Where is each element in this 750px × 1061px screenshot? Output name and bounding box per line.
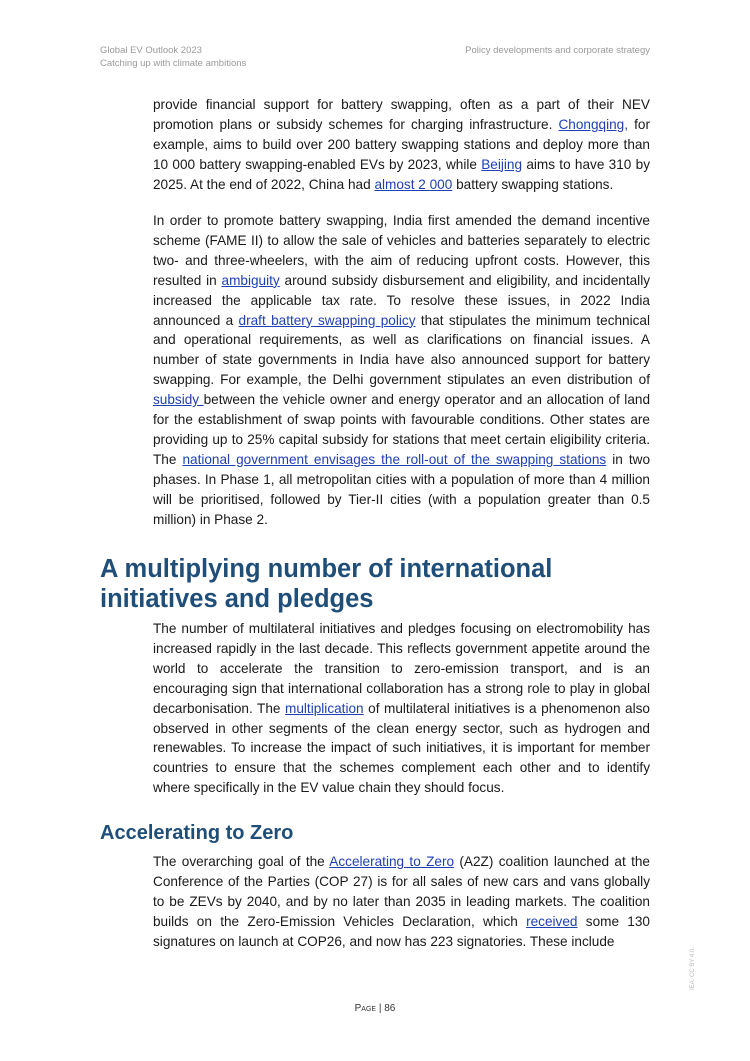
text: in two phases. In Phase 1, all metropolitan cities with a population of more than 4 million will be prioritised, followed by Tier-II cities (with a population greater than 0.5 million) in Phase 2. xyxy=(153,451,650,527)
link-accelerating-to-zero[interactable]: Accelerating to Zero xyxy=(329,854,455,869)
report-title: Global EV Outlook 2023 xyxy=(100,45,202,56)
paragraph-china-swapping xyxy=(153,95,650,195)
text: between the vehicle owner and energy operator and an allocation of land for the establishment of swap points with favourable conditions. Other states are providing up to 25% capital subsidy for stations that meet certain eligibility criteria. The xyxy=(153,392,650,467)
page-number: 86 xyxy=(384,1003,396,1014)
paragraph-india-swapping xyxy=(153,211,650,530)
paragraph-multilateral-initiatives xyxy=(153,619,650,798)
link-received[interactable]: received xyxy=(526,913,578,929)
text: that stipulates the minimum technical and operational requirements, as well as clarifications on financial issues. A number of state governments in India have also announced support for battery swapping. For example, the Delhi government stipulates an even distribution of xyxy=(153,312,651,388)
link-subsidy[interactable]: subsidy xyxy=(153,392,204,408)
license-note: IEA. CC BY 4.0. xyxy=(690,947,696,990)
text: for example, aims to build over 200 battery swapping stations and deploy more than 10 000 battery swapping-enabled EVs by 2023, while xyxy=(153,116,650,172)
text: provide financial support for battery swapping, often as a part of their NEV promotion plans or subsidy schemes for charging infrastructure. xyxy=(153,97,650,132)
paragraph-a2z-coalition xyxy=(153,852,650,952)
page-separator: | xyxy=(376,1003,385,1014)
text: around subsidy disbursement and eligibility, and incidentally increased the applicable tax rate. To resolve these issues, in 2022 India announced a xyxy=(153,272,651,328)
page-footer xyxy=(0,1003,750,1014)
running-header-right: Policy developments and corporate strategy xyxy=(465,45,650,56)
section-heading: A multiplying number of international initiatives and pledges xyxy=(100,555,553,613)
text: (A2Z) coalition launched at the Conference of the Parties (COP 27) is for all sales of new cars and vans globally to be ZEVs by 2040, and by no later than 2035 in leading markets. The coalition builds on the Zero-Emission Vehicles Declaration, which xyxy=(153,854,650,929)
running-header-left xyxy=(100,44,246,70)
link-multiplication[interactable]: multiplication xyxy=(285,700,364,716)
link-beijing[interactable]: Beijing xyxy=(481,156,523,172)
link-draft-battery-swapping-policy[interactable]: draft battery swapping policy xyxy=(238,312,416,328)
text: In order to promote battery swapping, India first amended the demand incentive scheme (FAME II) to allow the sale of vehicles and batteries separately to electric two- and three-wheelers, with the aim of reducing upfront costs. However, this resulted in xyxy=(153,213,650,288)
text: some 130 signatures on launch at COP26, and now has 223 signatories. These include xyxy=(153,913,650,949)
link-national-government-rollout[interactable]: national government envisages the roll-out of the swapping stations xyxy=(182,451,607,467)
text: battery swapping stations. xyxy=(452,176,614,192)
subsection-heading: Accelerating to Zero xyxy=(100,822,294,844)
link-ambiguity[interactable]: ambiguity xyxy=(221,272,280,288)
text: aims to have 310 by 2025. At the end of 2022, China had xyxy=(153,156,651,192)
link-almost-2000[interactable]: almost 2 000 xyxy=(374,176,453,192)
link-chongqing[interactable]: Chongqing, xyxy=(558,116,629,132)
report-subtitle: Catching up with climate ambitions xyxy=(100,58,247,69)
page-label: Page xyxy=(354,1003,377,1014)
text: The overarching goal of the xyxy=(153,854,330,869)
text: The number of multilateral initiatives and pledges focusing on electromobility has increased rapidly in the last decade. This reflects government appetite around the world to accelerate the transition to zero-emission transport, and is an encouraging sign that international collaboration has a strong role to play in global decarbonisation. The xyxy=(153,621,650,716)
text: of multilateral initiatives is a phenomenon also observed in other segments of the clean energy sector, such as hydrogen and renewables. To increase the impact of such initiatives, it is important for member countries to ensure that the schemes complement each other and to identify where specifically in the EV value chain they should focus. xyxy=(153,700,650,796)
